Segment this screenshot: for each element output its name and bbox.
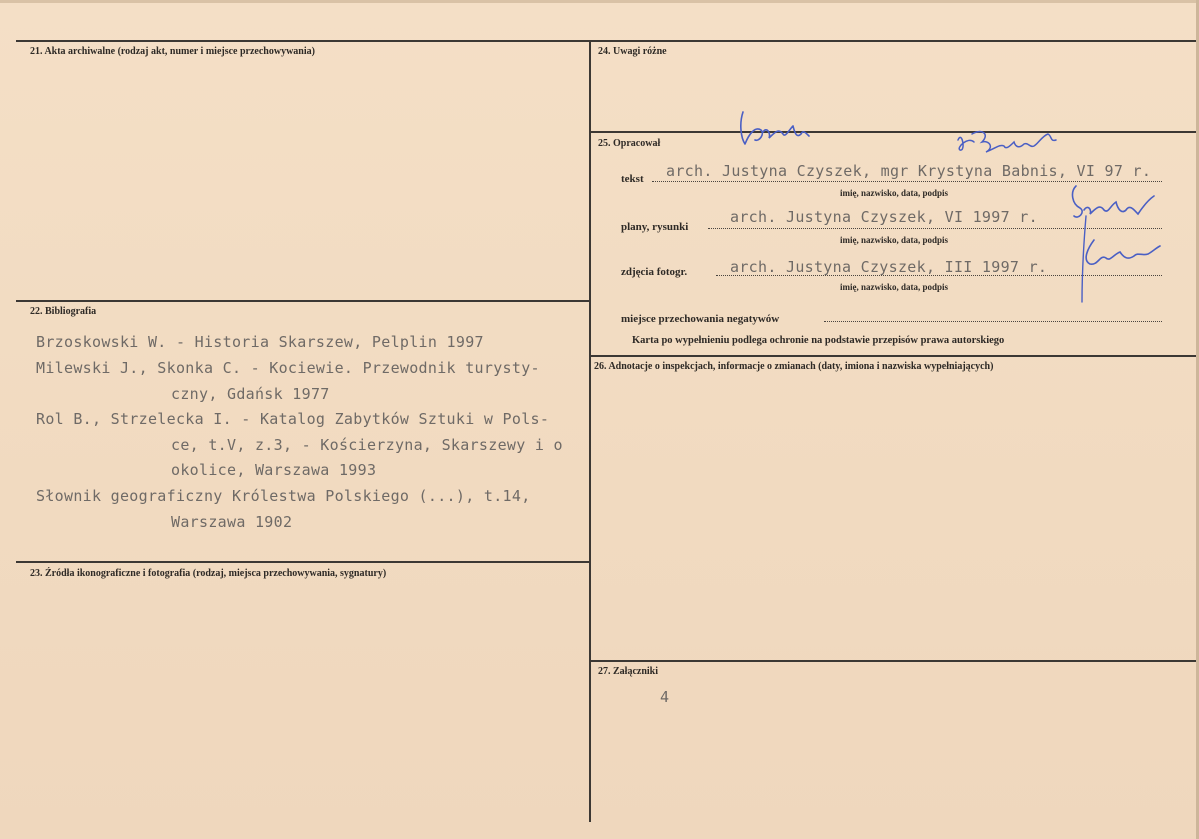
section-24-label: 24. Uwagi różne	[598, 46, 667, 57]
section-25-label: 25. Opracował	[598, 138, 661, 149]
row-value-photos: arch. Justyna Czyszek, III 1997 r.	[730, 258, 1048, 276]
row-label-photos: zdjęcia fotogr.	[621, 266, 688, 278]
rule-22-23	[16, 561, 589, 563]
bibliography-line: okolice, Warszawa 1993	[171, 461, 377, 479]
section-21-label: 21. Akta archiwalne (rodzaj akt, numer i miejsce przechowywania)	[30, 46, 315, 57]
bibliography-line: Milewski J., Skonka C. - Kociewie. Przewodnik turysty-	[36, 359, 540, 377]
top-rule	[16, 40, 1196, 42]
rule-21-22	[16, 300, 589, 302]
bibliography-line: Słownik geograficzny Królestwa Polskiego (...), t.14,	[36, 487, 531, 505]
rule-25-26	[589, 355, 1196, 357]
row-value-plans: arch. Justyna Czyszek, VI 1997 r.	[730, 208, 1038, 226]
attachments-count: 4	[660, 688, 670, 706]
signature-2	[952, 122, 1072, 162]
section-26-label: 26. Adnotacje o inspekcjach, informacje o zmianach (daty, imiona i nazwiska wypełniających)	[594, 361, 994, 372]
section-27-label: 27. Załączniki	[598, 666, 659, 677]
bibliography-line: ce, t.V, z.3, - Kościerzyna, Skarszewy i o	[171, 436, 563, 454]
row-caption: imię, nazwisko, data, podpis	[840, 235, 949, 245]
negatives-label: miejsce przechowania negatywów	[621, 313, 780, 325]
row-value-text: arch. Justyna Czyszek, mgr Krystyna Babnis, VI 97 r.	[666, 162, 1152, 180]
bibliography-line: Brzoskowski W. - Historia Skarszew, Pelplin 1997	[36, 333, 484, 351]
bibliography-line: Rol B., Strzelecka I. - Katalog Zabytków Sztuki w Pols-	[36, 410, 550, 428]
bibliography-line: Warszawa 1902	[171, 513, 293, 531]
center-divider	[589, 40, 591, 822]
card-top-edge	[0, 0, 1199, 3]
section-22-label: 22. Bibliografia	[30, 306, 97, 317]
row-caption: imię, nazwisko, data, podpis	[840, 282, 949, 292]
copyright-notice: Karta po wypełnieniu podlega ochronie na podstawie przepisów prawa autorskiego	[632, 335, 1005, 346]
row-label-text: tekst	[621, 173, 644, 185]
row-label-plans: plany, rysunki	[621, 221, 689, 233]
fill-line	[824, 321, 1162, 322]
signature-3	[1064, 180, 1174, 310]
signature-1	[735, 104, 855, 154]
rule-24-25	[589, 131, 1196, 133]
rule-26-27	[589, 660, 1196, 662]
row-caption: imię, nazwisko, data, podpis	[840, 188, 949, 198]
bibliography-line: czny, Gdańsk 1977	[171, 385, 330, 403]
section-23-label: 23. Źródła ikonograficzne i fotografia (rodzaj, miejsca przechowywania, sygnatury)	[30, 568, 387, 579]
